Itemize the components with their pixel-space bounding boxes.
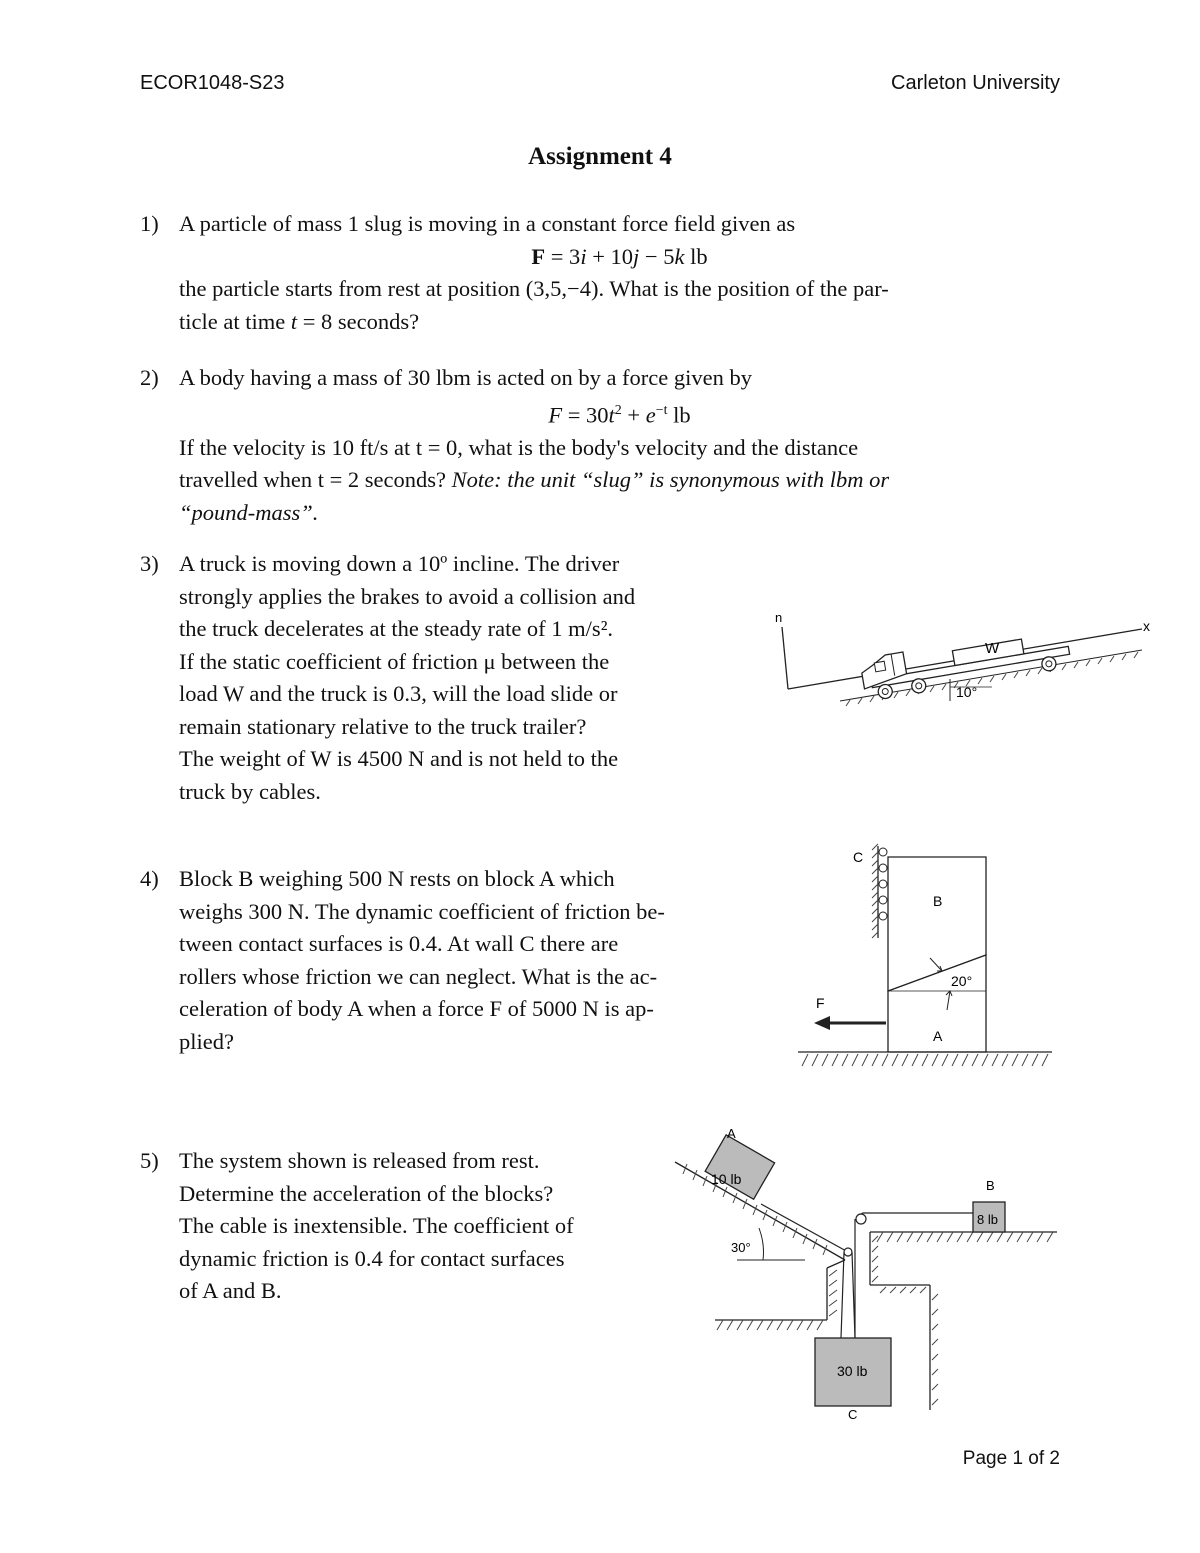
force-f-label: F — [816, 995, 825, 1011]
question-number: 3) — [140, 551, 159, 576]
block-b-label: B — [986, 1178, 995, 1193]
x-axis-label: x — [1143, 618, 1150, 634]
block-b-weight: 8 lb — [977, 1212, 998, 1227]
question-text-line: plied? — [179, 1028, 234, 1054]
equation: $F = 30t^2 + e^{-t}$ lb — [548, 402, 691, 427]
block-c-label: C — [848, 1407, 858, 1422]
angle-label: 30° — [731, 1240, 751, 1255]
question-text-line: rollers whose friction we can neglect. What is the ac- — [179, 963, 658, 989]
load-w-label: W — [985, 640, 1000, 657]
question-text-line: ticle at time t = 8 seconds? — [179, 308, 420, 334]
question-text-line: remain stationary relative to the truck trailer? — [179, 713, 587, 739]
blocks-wedge-figure — [790, 838, 1060, 1073]
angle-label: 20° — [951, 973, 973, 989]
truck-incline-figure — [770, 605, 1160, 715]
wall-c-label: C — [853, 849, 864, 865]
question-text-line: The cable is inextensible. The coefficient of — [179, 1213, 574, 1238]
question-text-line: load W and the truck is 0.3, will the load slide or — [179, 681, 618, 706]
question-number: 4) — [140, 866, 159, 891]
block-a-label: A — [933, 1028, 943, 1044]
question-text-line: celeration of body A when a force F of 5000 N is ap- — [179, 996, 654, 1021]
block-a — [705, 1135, 774, 1199]
question-text-line: strongly applies the brakes to avoid a collision and — [179, 583, 636, 609]
question-number: 1) — [140, 211, 159, 236]
n-axis-label: n — [775, 610, 783, 625]
block-b-label: B — [933, 893, 943, 909]
question-text-line: If the static coefficient of friction μ between the — [179, 648, 610, 674]
question-text-line: travelled when t = 2 seconds? Note: the unit “slug” is synonymous with lbm or — [179, 467, 890, 492]
equation: F = 3i + 10j − 5k lb — [531, 243, 708, 269]
university-name: Carleton University — [891, 72, 1060, 94]
angle-label: 10° — [956, 684, 978, 700]
question-number: 5) — [140, 1148, 159, 1173]
question-text-line: the particle starts from rest at position (3,5,−4). What is the position of the par- — [179, 276, 889, 301]
question-text-line: tween contact surfaces is 0.4. At wall C there are — [179, 931, 619, 956]
question-text-line: The weight of W is 4500 N and is not held to the — [179, 746, 619, 771]
question-text-line: of A and B. — [179, 1278, 282, 1303]
question-text-line: dynamic friction is 0.4 for contact surfaces — [179, 1245, 565, 1271]
question-text-line: “pound-mass”. — [179, 499, 319, 525]
question-number: 2) — [140, 365, 159, 390]
block-a-label: A — [727, 1126, 736, 1141]
course-code: ECOR1048-S23 — [140, 72, 285, 94]
question-text-line: If the velocity is 10 ft/s at t = 0, what is the body's velocity and the distance — [179, 434, 859, 460]
question-text-line: A particle of mass 1 slug is moving in a constant force field given as — [179, 211, 796, 236]
block-a-weight: 10 lb — [711, 1171, 742, 1187]
page-number: Page 1 of 2 — [962, 1448, 1060, 1469]
question-text-line: weighs 300 N. The dynamic coefficient of friction be- — [179, 898, 665, 924]
page-title: Assignment 4 — [528, 143, 672, 170]
question-text-line: A truck is moving down a 10º incline. The driver — [179, 551, 620, 576]
pulley-system-figure — [665, 1120, 1065, 1430]
question-text-line: A body having a mass of 30 lbm is acted on by a force given by — [179, 365, 753, 390]
question-text-line: The system shown is released from rest. — [179, 1148, 540, 1173]
question-text-line: truck by cables. — [179, 778, 321, 804]
question-text-line: Determine the acceleration of the blocks? — [179, 1180, 554, 1206]
block-c-weight: 30 lb — [837, 1363, 868, 1379]
question-text-line: Block B weighing 500 N rests on block A which — [179, 866, 615, 891]
question-text-line: the truck decelerates at the steady rate of 1 m/s². — [179, 616, 614, 641]
